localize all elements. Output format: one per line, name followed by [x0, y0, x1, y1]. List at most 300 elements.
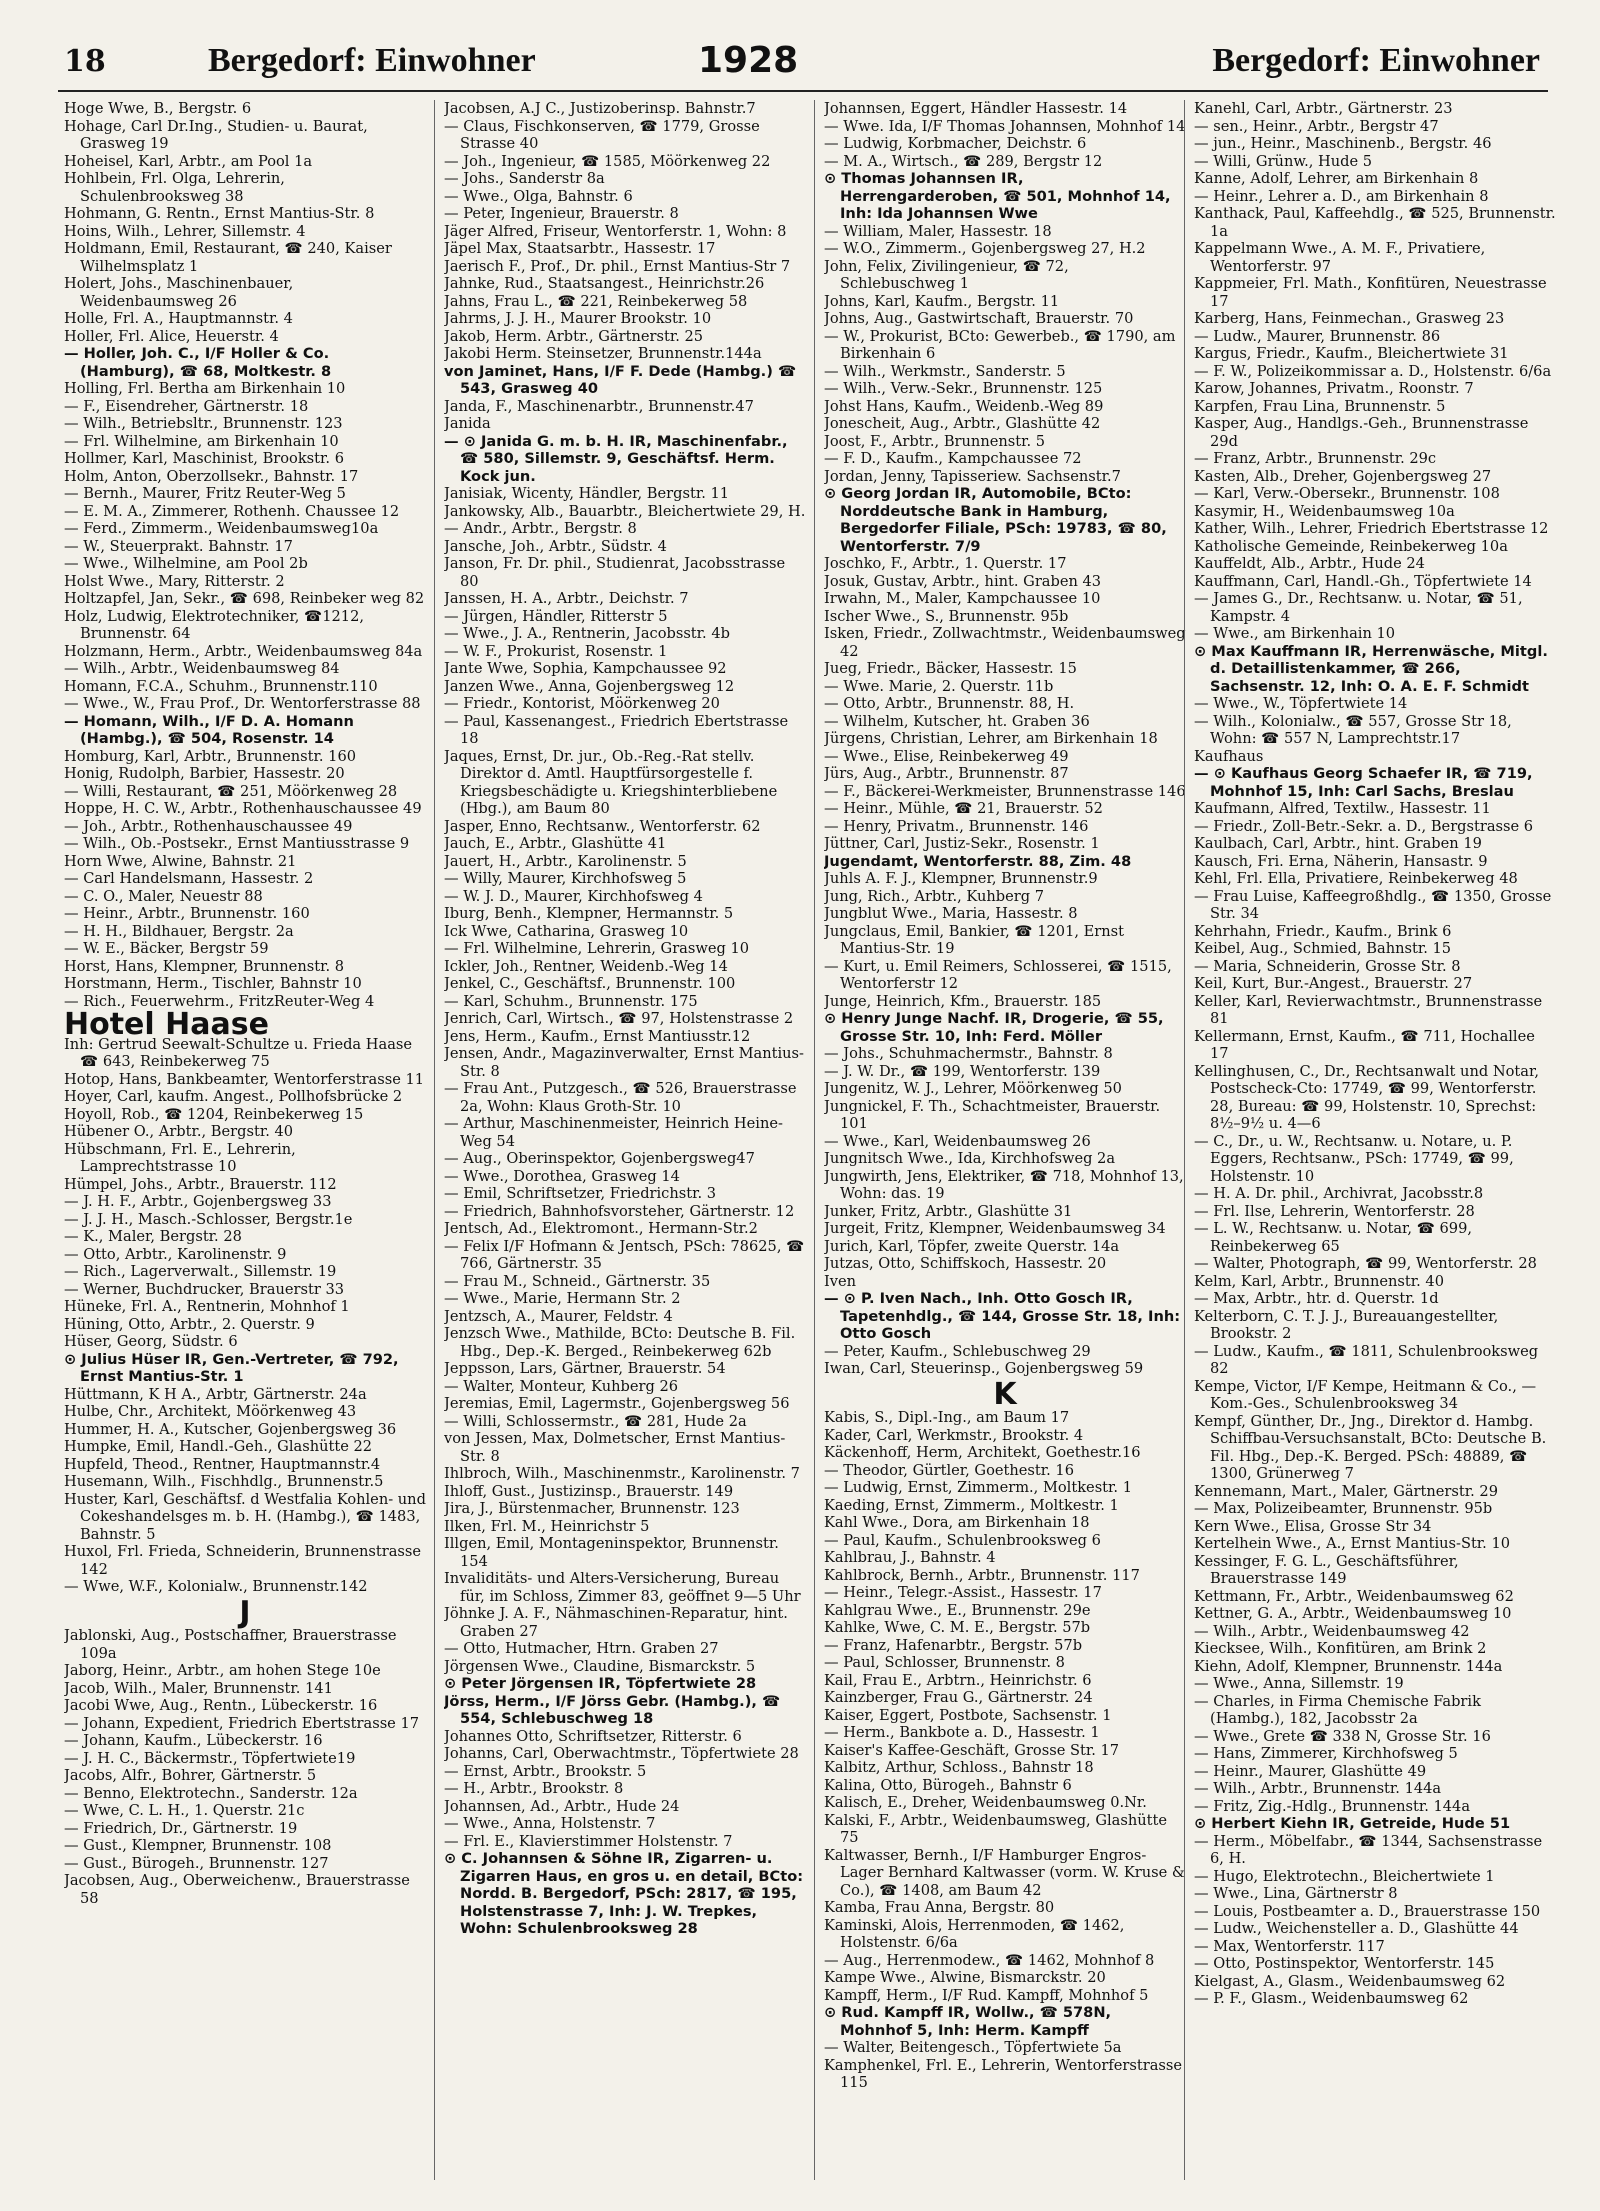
directory-entry: — Homann, Wilh., I/F D. A. Homann (Hambg.), ☎ 504, Rosenstr. 14	[64, 712, 354, 747]
directory-entry: — Ludw., Maurer, Brunnenstr. 86	[1194, 327, 1441, 345]
directory-entry: — P. F., Glasm., Weidenbaumsweg 62	[1194, 1990, 1469, 2007]
directory-entry: Kessinger, F. G. L., Geschäftsführer, Brauerstrasse 149	[1194, 1552, 1459, 1587]
directory-entry: Jens, Herm., Kaufm., Ernst Mantiusstr.12	[444, 1027, 751, 1045]
header-right-title: Bergedorf: Einwohner	[1212, 42, 1540, 79]
directory-entry: — Paul, Kaufm., Schulenbrooksweg 6	[824, 1531, 1101, 1549]
directory-entry: Hohmann, G. Rentn., Ernst Mantius-Str. 8	[64, 205, 375, 222]
directory-entry: — Wwe., Anna, Holstenstr. 7	[444, 1815, 656, 1832]
directory-entry: Hübener O., Arbtr., Bergstr. 40	[64, 1123, 294, 1140]
column-divider	[434, 100, 435, 2180]
directory-entry: Jira, J., Bürstenmacher, Brunnenstr. 123	[444, 1500, 740, 1517]
directory-entry: — Karl, Schuhm., Brunnenstr. 175	[444, 992, 698, 1010]
directory-entry: — Paul, Schlosser, Brunnenstr. 8	[824, 1654, 1065, 1671]
directory-entry: — Johann, Expedient, Friedrich Ebertstrasse 17	[64, 1714, 420, 1732]
directory-entry: Jahnke, Rud., Staatsangest., Heinrichstr.26	[444, 275, 765, 292]
directory-entry: Inh: Gertrud Seewalt-Schultze u. Frieda Haase ☎ 643, Reinbekerweg 75	[64, 1035, 413, 1070]
directory-entry: — Kurt, u. Emil Reimers, Schlosserei, ☎ 1515, Wentorferstr 12	[824, 957, 1172, 992]
directory-entry: Kahlke, Wwe, C. M. E., Bergstr. 57b	[824, 1619, 1091, 1636]
directory-entry: — Wwe., Wilhelmine, am Pool 2b	[64, 555, 308, 572]
directory-entry: Holdmann, Emil, Restaurant, ☎ 240, Kaiser Wilhelmsplatz 1	[64, 240, 392, 275]
directory-entry: John, Felix, Zivilingenieur, ☎ 72, Schlebuschweg 1	[824, 257, 1069, 292]
directory-entry: — C. O., Maler, Neuestr 88	[64, 887, 263, 905]
directory-entry: — Heinr., Lehrer a. D., am Birkenhain 8	[1194, 187, 1489, 205]
directory-entry: Kelterborn, C. T. J. J., Bureauangestellter, Brookstr. 2	[1194, 1307, 1499, 1342]
directory-entry: Kiehn, Adolf, Klempner, Brunnenstr. 144a	[1194, 1657, 1503, 1675]
directory-entry: — J. H. C., Bäckermstr., Töpfertwiete19	[64, 1749, 356, 1767]
directory-entry: Jaques, Ernst, Dr. jur., Ob.-Reg.-Rat stellv. Direktor d. Amtl. Hauptfürsorgestelle f. Kriegsbeschädigte u. Kriegshinterbliebene (Hbg.), am Baum 80	[444, 747, 778, 817]
directory-entry: Kennemann, Mart., Maler, Gärtnerstr. 29	[1194, 1482, 1498, 1500]
directory-entry: — Aug., Herrenmodew., ☎ 1462, Mohnhof 8	[824, 1951, 1155, 1969]
directory-entry: — Jürgen, Händler, Ritterstr 5	[444, 607, 668, 625]
directory-entry: Hulbe, Chr., Architekt, Möörkenweg 43	[64, 1403, 357, 1420]
directory-entry: — Wilh., Kolonialw., ☎ 557, Grosse Str 18, Wohn: ☎ 557 N, Lamprechtstr.17	[1194, 712, 1512, 747]
directory-entry: — Max, Wentorferstr. 117	[1194, 1937, 1385, 1955]
directory-entry: — K., Maler, Bergstr. 28	[64, 1228, 242, 1245]
directory-entry: Holm, Anton, Oberzollsekr., Bahnstr. 17	[64, 467, 359, 485]
directory-entry: — Bernh., Maurer, Fritz Reuter-Weg 5	[64, 485, 346, 502]
directory-entry: Holle, Frl. A., Hauptmannstr. 4	[64, 310, 293, 327]
directory-entry: Joost, F., Arbtr., Brunnenstr. 5	[824, 432, 1046, 450]
directory-entry: Jakob, Herm. Arbtr., Gärtnerstr. 25	[444, 327, 704, 345]
directory-entry: — Wwe., Karl, Weidenbaumsweg 26	[824, 1132, 1091, 1150]
directory-entry: Karpfen, Frau Lina, Brunnenstr. 5	[1194, 397, 1446, 415]
directory-entry: — Wilh., Arbtr., Brunnenstr. 144a	[1194, 1780, 1442, 1797]
directory-entry: Kaufhaus	[1194, 747, 1264, 765]
directory-entry: Jacobi Wwe, Aug., Rentn., Lübeckerstr. 16	[64, 1697, 378, 1714]
directory-entry: ⊙ C. Johannsen & Söhne IR, Zigarren- u. Zigarren Haus, en gros u. en detail, BCto: Nordd. B. Bergedorf, PSch: 2817, ☎ 195, Holstenstrasse 7, Inh: J. W. Trepkes, Wohn: Schulenbrooksweg 28	[444, 1850, 804, 1937]
directory-entry: Kaulbach, Carl, Arbtr., hint. Graben 19	[1194, 835, 1482, 852]
directory-entry: von Jessen, Max, Dolmetscher, Ernst Mantius-Str. 8	[444, 1430, 786, 1465]
directory-entry: — Fritz, Zig.-Hdlg., Brunnenstr. 144a	[1194, 1797, 1471, 1815]
directory-entry: Holz, Ludwig, Elektrotechniker, ☎1212, Brunnenstr. 64	[64, 607, 365, 642]
directory-entry: Jenzsch Wwe., Mathilde, BCto: Deutsche B. Fil. Hbg., Dep.-K. Berged., Reinbekerweg 62b	[444, 1325, 796, 1360]
directory-entry: — Johann, Kaufm., Lübeckerstr. 16	[64, 1732, 323, 1749]
directory-entry: Hoyer, Carl, kaufm. Angest., Pollhofsbrücke 2	[64, 1088, 403, 1105]
directory-entry: — Heinr., Arbtr., Brunnenstr. 160	[64, 905, 310, 922]
directory-entry: Homann, F.C.A., Schuhm., Brunnenstr.110	[64, 677, 378, 695]
directory-entry: Kaiser's Kaffee-Geschäft, Grosse Str. 17	[824, 1741, 1120, 1759]
directory-entry: — Franz, Arbtr., Brunnenstr. 29c	[1194, 450, 1437, 467]
directory-entry: — Felix I/F Hofmann & Jentsch, PSch: 78625, ☎ 766, Gärtnerstr. 35	[444, 1237, 805, 1272]
directory-entry: — Heinr., Telegr.-Assist., Hassestr. 17	[824, 1584, 1102, 1601]
directory-entry: — Wilh., Werkmstr., Sanderstr. 5	[824, 362, 1066, 380]
directory-entry: Isken, Friedr., Zollwachtmstr., Weidenbaumsweg 42	[824, 625, 1186, 660]
directory-entry: Holzmann, Herm., Arbtr., Weidenbaumsweg 84a	[64, 642, 423, 660]
directory-entry: — J. H. F., Arbtr., Gojenbergsweg 33	[64, 1193, 332, 1210]
directory-entry: — Andr., Arbtr., Bergstr. 8	[444, 520, 637, 537]
directory-entry: Käckenhoff, Herm, Architekt, Goethestr.16	[824, 1444, 1141, 1461]
directory-entry: — Wilh., Ob.-Postsekr., Ernst Mantiusstrasse 9	[64, 835, 410, 852]
directory-entry: Kasymir, H., Weidenbaumsweg 10a	[1194, 502, 1455, 520]
directory-entry: Hotop, Hans, Bankbeamter, Wentorferstrasse 11	[64, 1070, 425, 1088]
directory-entry: — ⊙ P. Iven Nach., Inh. Otto Gosch IR, Tapetenhdlg., ☎ 144, Grosse Str. 18, Inh: Otto Gosch	[824, 1290, 1181, 1342]
directory-entry: — Charles, in Firma Chemische Fabrik (Hambg.), 182, Jacobsstr 2a	[1194, 1692, 1481, 1727]
directory-entry: Iwan, Carl, Steuerinsp., Gojenbergsweg 59	[824, 1360, 1144, 1377]
directory-entry: Janda, F., Maschinenarbtr., Brunnenstr.47	[444, 397, 754, 415]
directory-entry: — Frl. Wilhelmine, Lehrerin, Grasweg 10	[444, 940, 750, 957]
directory-entry: Kail, Frau E., Arbtrn., Heinrichstr. 6	[824, 1671, 1092, 1689]
directory-entry: Johns, Karl, Kaufm., Bergstr. 11	[824, 292, 1060, 310]
directory-entry: — Peter, Kaufm., Schlebuschweg 29	[824, 1342, 1091, 1360]
directory-entry: Ick Wwe, Catharina, Grasweg 10	[444, 922, 689, 940]
directory-entry: Ihlbroch, Wilh., Maschinenmstr., Karolinenstr. 7	[444, 1465, 800, 1482]
directory-entry: Huxol, Frl. Frieda, Schneiderin, Brunnenstrasse 142	[64, 1543, 422, 1578]
directory-entry: — Wwe., Anna, Sillemstr. 19	[1194, 1675, 1404, 1692]
directory-entry: — Werner, Buchdrucker, Brauerstr 33	[64, 1280, 345, 1298]
directory-entry: — Ferd., Zimmerm., Weidenbaumsweg10a	[64, 520, 379, 537]
directory-entry: Jacobsen, A.J C., Justizoberinsp. Bahnstr.7	[444, 100, 756, 117]
directory-entry: Jankowsky, Alb., Bauarbtr., Bleichertwiete 29, H.	[444, 502, 806, 520]
directory-entry: Jasper, Enno, Rechtsanw., Wentorferstr. 62	[444, 817, 761, 835]
directory-entry: — Friedr., Kontorist, Möörkenweg 20	[444, 695, 720, 712]
directory-entry: — Johs., Sanderstr 8a	[444, 170, 605, 187]
directory-entry: Jungnickel, F. Th., Schachtmeister, Brauerstr. 101	[824, 1097, 1161, 1132]
directory-entry: Kahlgrau Wwe., E., Brunnenstr. 29e	[824, 1601, 1091, 1619]
directory-entry: Honig, Rudolph, Barbier, Hassestr. 20	[64, 765, 345, 782]
directory-entry: Hüser, Georg, Südstr. 6	[64, 1333, 238, 1350]
directory-entry: — Frau M., Schneid., Gärtnerstr. 35	[444, 1272, 711, 1290]
directory-entry: Kellermann, Ernst, Kaufm., ☎ 711, Hochallee 17	[1194, 1027, 1535, 1062]
directory-entry: Kader, Carl, Werkmstr., Brookstr. 4	[824, 1426, 1084, 1444]
directory-entry: Jungenitz, W. J., Lehrer, Möörkenweg 50	[824, 1080, 1122, 1097]
directory-entry: — Wwe., J. A., Rentnerin, Jacobsstr. 4b	[444, 625, 730, 642]
directory-entry: — Rich., Lagerverwalt., Sillemstr. 19	[64, 1263, 337, 1280]
directory-entry: Janzen Wwe., Anna, Gojenbergsweg 12	[444, 677, 735, 695]
directory-columns	[64, 100, 1554, 2190]
directory-entry: — Otto, Arbtr., Karolinenstr. 9	[64, 1245, 287, 1263]
directory-entry: — Wwe, C. L. H., 1. Querstr. 21c	[64, 1802, 305, 1819]
directory-entry: — Herm., Bankbote a. D., Hassestr. 1	[824, 1724, 1100, 1741]
directory-entry: Hübschmann, Frl. E., Lehrerin, Lamprechtstrasse 10	[64, 1140, 296, 1175]
directory-entry: Jurich, Karl, Töpfer, zweite Querstr. 14a	[824, 1237, 1120, 1255]
directory-entry: — Maria, Schneiderin, Grosse Str. 8	[1194, 957, 1461, 975]
directory-entry: Iburg, Benh., Klempner, Hermannstr. 5	[444, 905, 734, 922]
directory-entry: Hoyoll, Rob., ☎ 1204, Reinbekerweg 15	[64, 1105, 364, 1123]
directory-entry: Kaeding, Ernst, Zimmerm., Moltkestr. 1	[824, 1496, 1119, 1514]
directory-entry: Kehrhahn, Friedr., Kaufm., Brink 6	[1194, 922, 1452, 940]
directory-entry: Jenkel, C., Geschäftsf., Brunnenstr. 100	[444, 975, 736, 992]
directory-entry: Janson, Fr. Dr. phil., Studienrat, Jacobsstrasse 80	[444, 555, 786, 590]
directory-entry: Holst Wwe., Mary, Ritterstr. 2	[64, 572, 285, 590]
directory-entry: Kern Wwe., Elisa, Grosse Str 34	[1194, 1517, 1432, 1535]
directory-entry: — Ludwig, Ernst, Zimmerm., Moltkestr. 1	[824, 1479, 1132, 1496]
directory-entry: — Herm., Möbelfabr., ☎ 1344, Sachsenstrasse 6, H.	[1194, 1832, 1543, 1867]
directory-entry: — ⊙ Kaufhaus Georg Schaefer IR, ☎ 719, Mohnhof 15, Inh: Carl Sachs, Breslau	[1194, 765, 1533, 800]
directory-entry: Horstmann, Herm., Tischler, Bahnstr 10	[64, 975, 362, 992]
directory-entry: Kainzberger, Frau G., Gärtnerstr. 24	[824, 1689, 1093, 1706]
directory-entry: Janida	[444, 415, 491, 432]
directory-entry: Kanthack, Paul, Kaffeehdlg., ☎ 525, Brunnenstr. 1a	[1194, 205, 1556, 240]
directory-entry: von Jaminet, Hans, I/F F. Dede (Hambg.) ☎ 543, Grasweg 40	[444, 362, 797, 397]
directory-entry: Jauch, E., Arbtr., Glashütte 41	[444, 835, 667, 852]
directory-entry: Kalisch, E., Dreher, Weidenbaumsweg 0.Nr.	[824, 1794, 1147, 1811]
directory-entry: Janssen, H. A., Arbtr., Deichstr. 7	[444, 590, 689, 607]
directory-entry: Kappelmann Wwe., A. M. F., Privatiere, Wentorferstr. 97	[1194, 240, 1486, 275]
column-1	[64, 100, 426, 2190]
directory-entry: ⊙ Julius Hüser IR, Gen.-Vertreter, ☎ 792, Ernst Mantius-Str. 1	[64, 1350, 399, 1385]
directory-entry: — Friedrich, Dr., Gärtnerstr. 19	[64, 1819, 298, 1837]
directory-entry: Jung, Rich., Arbtr., Kuhberg 7	[824, 887, 1045, 905]
directory-entry: — Joh., Ingenieur, ☎ 1585, Möörkenweg 22	[444, 152, 771, 170]
directory-entry: Horst, Hans, Klempner, Brunnenstr. 8	[64, 957, 345, 975]
directory-entry: Kanne, Adolf, Lehrer, am Birkenhain 8	[1194, 170, 1479, 187]
directory-entry: Jungclaus, Emil, Bankier, ☎ 1201, Ernst Mantius-Str. 19	[824, 922, 1125, 957]
directory-entry: Hohlbein, Frl. Olga, Lehrerin, Schulenbrooksweg 38	[64, 170, 285, 205]
directory-entry: ⊙ Thomas Johannsen IR, Herrengarderoben, ☎ 501, Mohnhof 14, Inh: Ida Johannsen Wwe	[824, 170, 1171, 222]
directory-entry: Kargus, Friedr., Kaufm., Bleichertwiete 31	[1194, 345, 1509, 362]
directory-entry: Hüttmann, K H A., Arbtr, Gärtnerstr. 24a	[64, 1385, 367, 1403]
directory-entry: — W. F., Prokurist, Rosenstr. 1	[444, 642, 668, 660]
directory-entry: Jensen, Andr., Magazinverwalter, Ernst Mantius-Str. 8	[444, 1045, 804, 1080]
directory-entry: Johanns, Carl, Oberwachtmstr., Töpfertwiete 28	[444, 1745, 799, 1762]
directory-entry: Johannes Otto, Schriftsetzer, Ritterstr. 6	[444, 1727, 742, 1745]
directory-entry: — Wwe. Ida, I/F Thomas Johannsen, Mohnhof 14	[824, 117, 1186, 135]
directory-entry: — L. W., Rechtsanw. u. Notar, ☎ 699, Reinbekerweg 65	[1194, 1220, 1473, 1255]
directory-entry: Horn Wwe, Alwine, Bahnstr. 21	[64, 852, 297, 870]
directory-entry: ⊙ Herbert Kiehn IR, Getreide, Hude 51	[1194, 1815, 1511, 1832]
directory-entry: Jürs, Aug., Arbtr., Brunnenstr. 87	[824, 765, 1069, 782]
directory-entry: Jeppsson, Lars, Gärtner, Brauerstr. 54	[444, 1360, 726, 1377]
directory-entry: Holert, Johs., Maschinenbauer, Weidenbaumsweg 26	[64, 275, 294, 310]
directory-entry: Kauffeldt, Alb., Arbtr., Hude 24	[1194, 555, 1425, 572]
directory-entry: Karow, Johannes, Privatm., Roonstr. 7	[1194, 380, 1474, 397]
directory-entry: Ihloff, Gust., Justizinsp., Brauerstr. 149	[444, 1482, 734, 1500]
directory-entry: — Walter, Beitengesch., Töpfertwiete 5a	[824, 2039, 1122, 2056]
directory-entry: — Wwe, W.F., Kolonialw., Brunnenstr.142	[64, 1578, 368, 1595]
directory-entry: — Wwe., Dorothea, Grasweg 14	[444, 1167, 680, 1185]
directory-entry: — Theodor, Gürtler, Goethestr. 16	[824, 1461, 1074, 1479]
directory-entry: — Aug., Oberinspektor, Gojenbergsweg47	[444, 1150, 755, 1167]
directory-entry: Jäger Alfred, Friseur, Wentorferstr. 1, Wohn: 8	[444, 222, 787, 240]
directory-entry: Kalina, Otto, Bürogeh., Bahnstr 6	[824, 1776, 1072, 1794]
directory-entry: — Louis, Postbeamter a. D., Brauerstrasse 150	[1194, 1902, 1541, 1920]
directory-entry: Johns, Aug., Gastwirtschaft, Brauerstr. 70	[824, 310, 1134, 327]
directory-entry: — Wilhelm, Kutscher, ht. Graben 36	[824, 712, 1090, 730]
directory-entry: — Rich., Feuerwehrm., FritzReuter-Weg 4	[64, 992, 375, 1010]
directory-entry: Iven	[824, 1272, 857, 1290]
directory-entry: — C., Dr., u. W., Rechtsanw. u. Notare, u. P. Eggers, Rechtsanw., PSch: 17749, ☎ 99, Holstenstr. 10	[1194, 1132, 1514, 1185]
directory-entry: — Heinr., Maurer, Glashütte 49	[1194, 1762, 1427, 1780]
directory-entry: Juhls A. F. J., Klempner, Brunnenstr.9	[824, 870, 1098, 887]
directory-entry: Kelm, Karl, Arbtr., Brunnenstr. 40	[1194, 1272, 1444, 1290]
header-left-title: Bergedorf: Einwohner	[208, 42, 536, 79]
directory-entry: — Otto, Arbtr., Brunnenstr. 88, H.	[824, 695, 1075, 712]
directory-entry: Jacob, Wilh., Maler, Brunnenstr. 141	[64, 1679, 333, 1697]
directory-entry: — Wwe., Olga, Bahnstr. 6	[444, 187, 633, 205]
directory-entry: Jacobsen, Aug., Oberweichenw., Brauerstrasse 58	[64, 1872, 410, 1907]
directory-entry: Kauffmann, Carl, Handl.-Gh., Töpfertwiete 14	[1194, 572, 1532, 590]
directory-entry: Jentzsch, A., Maurer, Feldstr. 4	[444, 1307, 673, 1325]
header-year: 1928	[698, 40, 799, 81]
directory-entry: Kappmeier, Frl. Math., Konfitüren, Neuestrasse 17	[1194, 275, 1547, 310]
directory-entry: — Emil, Schriftsetzer, Friedrichstr. 3	[444, 1185, 717, 1202]
directory-entry: Jablonski, Aug., Postschaffner, Brauerstrasse 109a	[64, 1627, 397, 1662]
directory-entry: — W.O., Zimmerm., Gojenbergsweg 27, H.2	[824, 240, 1146, 257]
directory-entry: — James G., Dr., Rechtsanw. u. Notar, ☎ 51, Kampstr. 4	[1194, 590, 1523, 625]
directory-entry: — Otto, Postinspektor, Wentorferstr. 145	[1194, 1955, 1495, 1972]
directory-entry: Kahlbrau, J., Bahnstr. 4	[824, 1549, 996, 1566]
directory-entry: Katholische Gemeinde, Reinbekerweg 10a	[1194, 537, 1508, 555]
directory-entry: — Otto, Hutmacher, Htrn. Graben 27	[444, 1640, 719, 1657]
directory-entry: Kabis, S., Dipl.-Ing., am Baum 17	[824, 1409, 1070, 1426]
directory-entry: Holling, Frl. Bertha am Birkenhain 10	[64, 380, 346, 397]
directory-entry: — Arthur, Maschinenmeister, Heinrich Heine-Weg 54	[444, 1115, 783, 1150]
directory-entry: Jüttner, Carl, Justiz-Sekr., Rosenstr. 1	[824, 835, 1100, 852]
directory-entry: — Frl. E., Klavierstimmer Holstenstr. 7	[444, 1832, 733, 1850]
directory-entry: Jacobs, Alfr., Bohrer, Gärtnerstr. 5	[64, 1767, 317, 1784]
directory-entry: Jutzas, Otto, Schiffskoch, Hassestr. 20	[824, 1255, 1107, 1272]
directory-entry: — Gust., Klempner, Brunnenstr. 108	[64, 1837, 332, 1854]
directory-entry: Kamba, Frau Anna, Bergstr. 80	[824, 1899, 1055, 1916]
directory-entry: Hupfeld, Theod., Rentner, Hauptmannstr.4	[64, 1455, 381, 1473]
directory-entry: Jöhnke J. A. F., Nähmaschinen-Reparatur, hint. Graben 27	[444, 1605, 788, 1640]
directory-entry: Jeremias, Emil, Lagermstr., Gojenbergsweg 56	[444, 1395, 790, 1412]
directory-entry: Ickler, Joh., Rentner, Weidenb.-Weg 14	[444, 957, 728, 975]
directory-entry: Jauert, H., Arbtr., Karolinenstr. 5	[444, 852, 687, 870]
directory-entry: Jörgensen Wwe., Claudine, Bismarckstr. 5	[444, 1657, 756, 1675]
directory-entry: Hoppe, H. C. W., Arbtr., Rothenhauschaussee 49	[64, 800, 422, 817]
directory-entry: Invaliditäts- und Alters-Versicherung, Bureau für, im Schloss, Zimmer 83, geöffnet 9—5 Uhr	[444, 1570, 801, 1605]
directory-entry: ⊙ Rud. Kampff IR, Wollw., ☎ 578N, Mohnhof 5, Inh: Herm. Kampff	[824, 2004, 1112, 2039]
directory-entry: — Benno, Elektrotechn., Sanderstr. 12a	[64, 1784, 358, 1802]
directory-entry: — Ludw., Kaufm., ☎ 1811, Schulenbrooksweg 82	[1194, 1342, 1539, 1377]
directory-entry: Ilken, Frl. M., Heinrichstr 5	[444, 1517, 650, 1535]
directory-entry: — Walter, Monteur, Kuhberg 26	[444, 1377, 679, 1395]
directory-entry: Keil, Kurt, Bur.-Angest., Brauerstr. 27	[1194, 975, 1473, 992]
directory-entry: Illgen, Emil, Montageninspektor, Brunnenstr. 154	[444, 1535, 779, 1570]
directory-entry: Kempf, Günther, Dr., Jng., Direktor d. Hambg. Schiffbau-Versuchsanstalt, BCto: Deutsche B. Fil. Hbg., Dep.-K. Berged. PSch: 48889, ☎ 1300, Grünerweg 7	[1194, 1412, 1547, 1482]
directory-entry: — Ernst, Arbtr., Brookstr. 5	[444, 1762, 647, 1780]
directory-entry: Johst Hans, Kaufm., Weidenb.-Weg 89	[824, 397, 1104, 415]
directory-entry: Kaminski, Alois, Herrenmoden, ☎ 1462, Holstenstr. 6/6a	[824, 1916, 1125, 1951]
directory-entry: Jueg, Friedr., Bäcker, Hassestr. 15	[824, 660, 1077, 677]
directory-entry: — Hans, Zimmerer, Kirchhofsweg 5	[1194, 1745, 1458, 1762]
directory-entry: — H., Arbtr., Brookstr. 8	[444, 1780, 624, 1797]
directory-entry: — Frl. Wilhelmine, am Birkenhain 10	[64, 432, 339, 450]
directory-entry: Kaltwasser, Bernh., I/F Hamburger Engros-Lager Bernhard Kaltwasser (vorm. W. Kruse & Co.), ☎ 1408, am Baum 42	[824, 1846, 1185, 1899]
column-divider	[814, 100, 815, 2180]
column-2	[444, 100, 806, 2190]
page-header	[58, 38, 1548, 92]
directory-entry: — Franz, Hafenarbtr., Bergstr. 57b	[824, 1636, 1083, 1654]
directory-entry: Junge, Heinrich, Kfm., Brauerstr. 185	[824, 992, 1102, 1010]
column-divider	[1184, 100, 1185, 2180]
directory-entry: — F. D., Kaufm., Kampchaussee 72	[824, 450, 1082, 467]
directory-entry: — Joh., Arbtr., Rothenhauschaussee 49	[64, 817, 353, 835]
directory-entry: Jonescheit, Aug., Arbtr., Glashütte 42	[824, 415, 1101, 432]
directory-entry: Kasten, Alb., Dreher, Gojenbergsweg 27	[1194, 467, 1492, 485]
directory-entry: Kather, Wilh., Lehrer, Friedrich Ebertstrasse 12	[1194, 520, 1549, 537]
directory-entry: Kalbitz, Arthur, Schloss., Bahnstr 18	[824, 1759, 1094, 1776]
directory-entry: — W., Prokurist, BCto: Gewerbeb., ☎ 1790, am Birkenhain 6	[824, 327, 1176, 362]
directory-entry: Junker, Fritz, Arbtr., Glashütte 31	[824, 1202, 1073, 1220]
directory-entry: Kalski, F., Arbtr., Weidenbaumsweg, Glashütte 75	[824, 1811, 1168, 1846]
directory-entry: Kempe, Victor, I/F Kempe, Heitmann & Co., — Kom.-Ges., Schulenbrooksweg 34	[1194, 1377, 1537, 1412]
directory-entry: — ⊙ Janida G. m. b. H. IR, Maschinenfabr., ☎ 580, Sillemstr. 9, Geschäftsf. Herm. Kock jun.	[444, 432, 788, 485]
directory-entry: Holler, Frl. Alice, Heuerstr. 4	[64, 327, 279, 345]
directory-entry: — Friedrich, Bahnhofsvorsteher, Gärtnerstr. 12	[444, 1202, 795, 1220]
directory-entry: — Claus, Fischkonserven, ☎ 1779, Grosse Strasse 40	[444, 117, 760, 152]
directory-entry: — F. W., Polizeikommissar a. D., Holstenstr. 6/6a	[1194, 362, 1552, 380]
directory-entry: — Wilh., Arbtr., Weidenbaumsweg 84	[64, 660, 340, 677]
directory-entry: — Ludwig, Korbmacher, Deichstr. 6	[824, 135, 1087, 152]
directory-entry: Holtzapfel, Jan, Sekr., ☎ 698, Reinbeker weg 82	[64, 590, 425, 607]
directory-entry: — Heinr., Mühle, ☎ 21, Brauerstr. 52	[824, 800, 1103, 817]
directory-entry: Josuk, Gustav, Arbtr., hint. Graben 43	[824, 572, 1102, 590]
directory-entry: ⊙ Max Kauffmann IR, Herrenwäsche, Mitgl. d. Detaillistenkammer, ☎ 266, Sachsenstr. 12, Inh: O. A. E. F. Schmidt	[1194, 642, 1548, 695]
directory-entry: Kausch, Fri. Erna, Näherin, Hansastr. 9	[1194, 852, 1488, 870]
directory-entry: — Holler, Joh. C., I/F Holler & Co. (Hamburg), ☎ 68, Moltkestr. 8	[64, 345, 332, 380]
directory-entry: — Frau Ant., Putzgesch., ☎ 526, Brauerstrasse 2a, Wohn: Klaus Groth-Str. 10	[444, 1080, 797, 1115]
directory-entry: — William, Maler, Hassestr. 18	[824, 222, 1052, 240]
directory-entry: — Wwe., Lina, Gärtnerstr 8	[1194, 1885, 1398, 1902]
directory-entry: Jurgeit, Fritz, Klempner, Weidenbaumsweg 34	[824, 1220, 1166, 1237]
directory-entry: Hollmer, Karl, Maschinist, Brookstr. 6	[64, 450, 344, 467]
directory-entry: — Walter, Photograph, ☎ 99, Wentorferstr. 28	[1194, 1255, 1537, 1272]
directory-entry: Kertelhein Wwe., A., Ernst Mantius-Str. 10	[1194, 1535, 1511, 1552]
section-letter: J	[239, 1594, 251, 1630]
directory-entry: — Wwe., Elise, Reinbekerweg 49	[824, 747, 1069, 765]
directory-entry: Kettmann, Fr., Arbtr., Weidenbaumsweg 62	[1194, 1587, 1514, 1605]
directory-entry: — Ludw., Weichensteller a. D., Glashütte 44	[1194, 1920, 1519, 1937]
directory-entry: Jürgens, Christian, Lehrer, am Birkenhain 18	[824, 730, 1158, 747]
directory-entry: Janisiak, Wicenty, Händler, Bergstr. 11	[444, 485, 730, 502]
directory-entry: — W. E., Bäcker, Bergstr 59	[64, 940, 269, 957]
directory-entry: Jante Wwe, Sophia, Kampchaussee 92	[444, 660, 727, 677]
directory-entry: — M. A., Wirtsch., ☎ 289, Bergstr 12	[824, 152, 1103, 170]
directory-entry: Kellinghusen, C., Dr., Rechtsanwalt und Notar, Postscheck-Cto: 17749, ☎ 99, Wentorferstr. 28, Bureau: ☎ 99, Holstenstr. 10, Sprechst: 8½–9½ u. 4—6	[1194, 1062, 1539, 1132]
directory-entry: Jaborg, Heinr., Arbtr., am hohen Stege 10e	[64, 1662, 381, 1679]
directory-entry: — H. A. Dr. phil., Archivrat, Jacobsstr.8	[1194, 1185, 1484, 1202]
directory-entry: Kampe Wwe., Alwine, Bismarckstr. 20	[824, 1969, 1106, 1986]
directory-entry: — Paul, Kassenangest., Friedrich Ebertstrasse 18	[444, 712, 789, 747]
directory-entry: ⊙ Henry Junge Nachf. IR, Drogerie, ☎ 55, Grosse Str. 10, Inh: Ferd. Möller	[824, 1010, 1164, 1045]
directory-entry: — H. H., Bildhauer, Bergstr. 2a	[64, 922, 294, 940]
directory-entry: — Peter, Ingenieur, Brauerstr. 8	[444, 205, 679, 222]
directory-entry: — sen., Heinr., Arbtr., Bergstr 47	[1194, 117, 1439, 135]
directory-entry: — Wwe., am Birkenhain 10	[1194, 625, 1396, 642]
directory-entry: Kielgast, A., Glasm., Weidenbaumsweg 62	[1194, 1972, 1506, 1990]
directory-entry: — Frau Luise, Kaffeegroßhdlg., ☎ 1350, Grosse Str. 34	[1194, 887, 1552, 922]
directory-entry: — Wwe., W., Töpfertwiete 14	[1194, 695, 1408, 712]
directory-entry: Johannsen, Eggert, Händler Hassestr. 14	[824, 100, 1128, 117]
directory-entry: — E. M. A., Zimmerer, Rothenh. Chaussee 12	[64, 502, 400, 520]
directory-entry: Hoheisel, Karl, Arbtr., am Pool 1a	[64, 152, 313, 170]
directory-entry: Jaerisch F., Prof., Dr. phil., Ernst Mantius-Str 7	[444, 257, 791, 275]
directory-entry: Keller, Karl, Revierwachtmstr., Brunnenstrasse 81	[1194, 992, 1543, 1027]
directory-entry: — Willi, Grünw., Hude 5	[1194, 152, 1373, 170]
directory-entry: Keibel, Aug., Schmied, Bahnstr. 15	[1194, 940, 1452, 957]
directory-entry: Jansche, Joh., Arbtr., Südstr. 4	[444, 537, 667, 555]
directory-entry: Hummer, H. A., Kutscher, Gojenbergsweg 36	[64, 1420, 397, 1438]
directory-entry: ⊙ Georg Jordan IR, Automobile, BCto: Norddeutsche Bank in Hamburg, Bergedorfer Filiale, PSch: 19783, ☎ 80, Wentorferstr. 7/9	[824, 485, 1167, 555]
directory-entry: Jäpel Max, Staatsarbtr., Hassestr. 17	[444, 240, 716, 257]
directory-entry: — Frl. Ilse, Lehrerin, Wentorferstr. 28	[1194, 1202, 1475, 1220]
directory-entry: ⊙ Peter Jörgensen IR, Töpfertwiete 28	[444, 1675, 757, 1692]
directory-entry: Kahl Wwe., Dora, am Birkenhain 18	[824, 1514, 1090, 1531]
directory-entry: Kiecksee, Wilh., Konfitüren, am Brink 2	[1194, 1640, 1487, 1657]
directory-entry: — Wilh., Verw.-Sekr., Brunnenstr. 125	[824, 380, 1103, 397]
directory-entry: Husemann, Wilh., Fischhdlg., Brunnenstr.5	[64, 1473, 384, 1490]
directory-entry: — Karl, Verw.-Obersekr., Brunnenstr. 108	[1194, 485, 1500, 502]
directory-entry: — Henry, Privatm., Brunnenstr. 146	[824, 817, 1089, 835]
directory-entry: Jungnitsch Wwe., Ida, Kirchhofsweg 2a	[824, 1150, 1116, 1167]
directory-entry: Jungblut Wwe., Maria, Hassestr. 8	[824, 905, 1078, 922]
directory-entry: Kaufmann, Alfred, Textilw., Hassestr. 11	[1194, 800, 1491, 817]
directory-entry: Kehl, Frl. Ella, Privatiere, Reinbekerweg 48	[1194, 870, 1518, 887]
directory-entry: Hoins, Wilh., Lehrer, Sillemstr. 4	[64, 222, 306, 240]
directory-entry: — Wwe., Marie, Hermann Str. 2	[444, 1290, 681, 1307]
